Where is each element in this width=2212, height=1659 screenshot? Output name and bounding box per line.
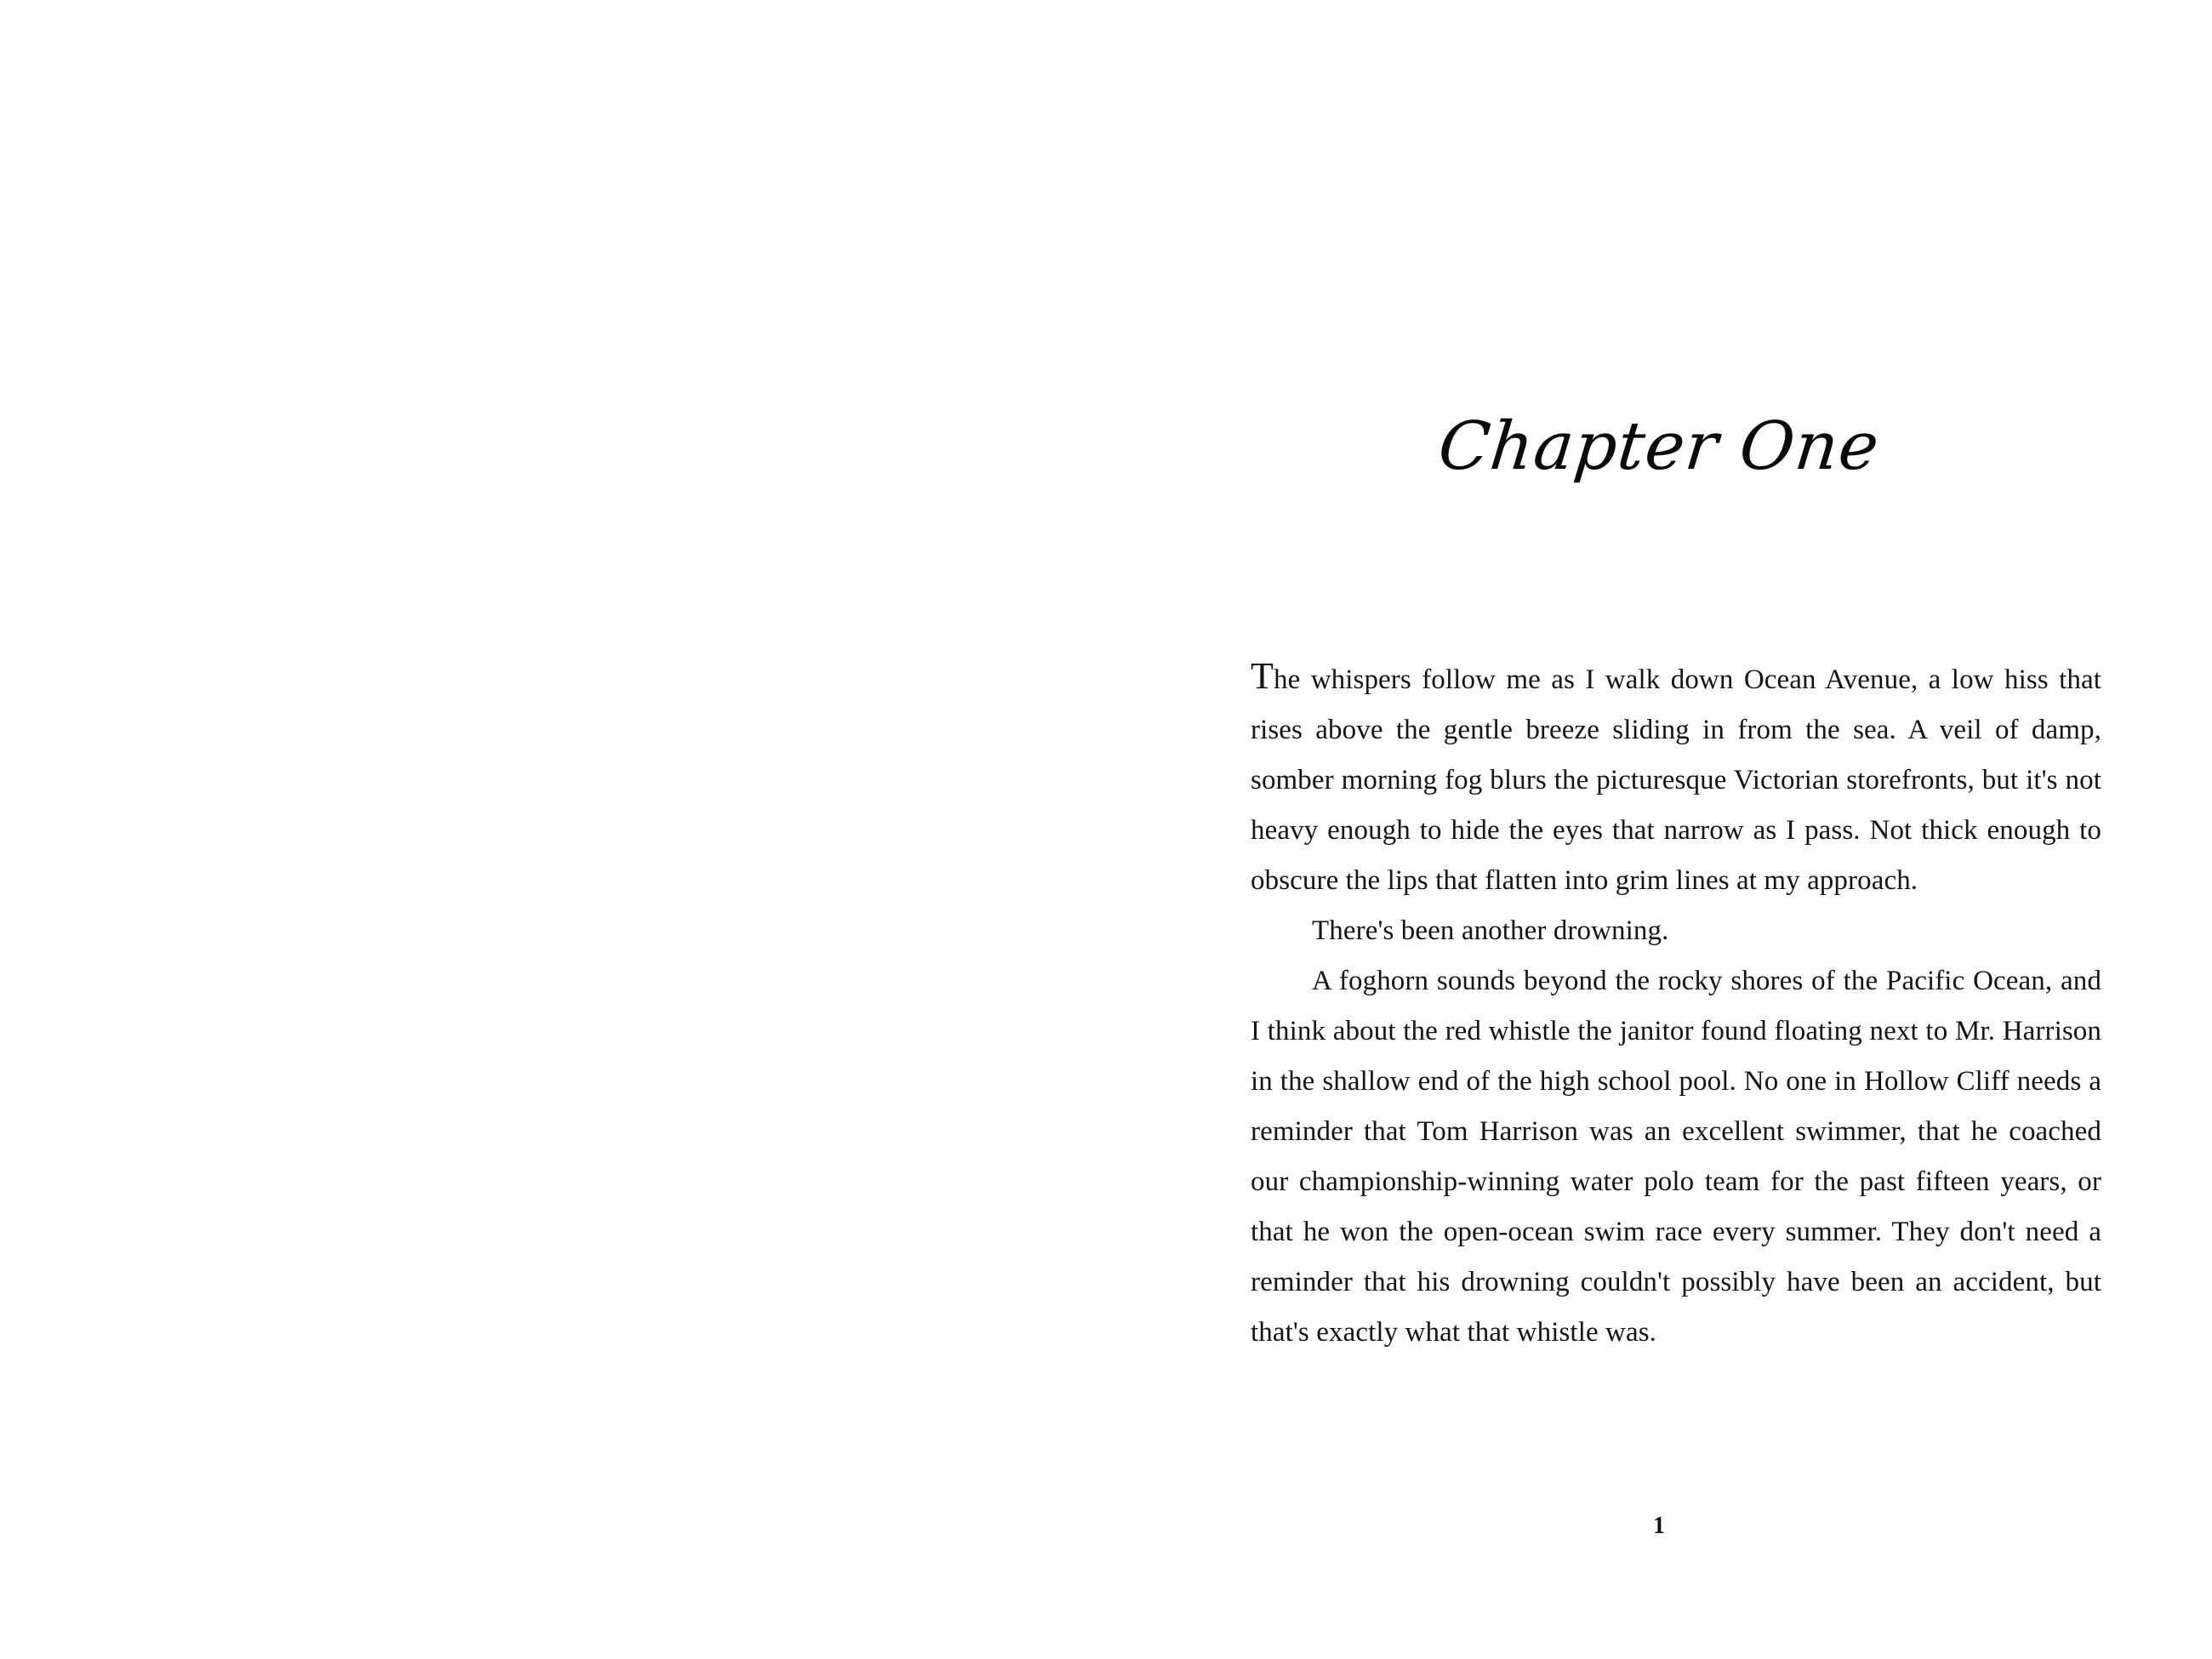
body-text [1251, 655, 2101, 1358]
paragraph: A foghorn sounds beyond the rocky shores of the Pacific Ocean, and I think about the red whistle the janitor found floating next to Mr. Harrison in the shallow end of the high school pool. No one in Hollow Cliff needs a reminder that Tom Harrison was an excellent swimmer, that he coached our championship-winning water polo team for the past fifteen years, or that he won the open-ocean swim race every summer. They don't need a reminder that his drowning couldn't possibly have been an accident, but that's exactly what that whistle was. [1251, 966, 2101, 1348]
drop-cap: T [1251, 655, 1274, 697]
right-page [1106, 0, 2212, 1659]
paragraph: There's been another drowning. [1312, 915, 1669, 946]
page-number: 1 [1653, 1513, 1665, 1539]
chapter-title: Chapter One [1434, 408, 1884, 485]
paragraph: The whispers follow me as I walk down Ocean Avenue, a low hiss that rises above the gentle breeze sliding in from the sea. A veil of damp, somber morning fog blurs the picturesque Victorian storefronts, but it's not heavy enough to hide the eyes that narrow as I pass. Not thick enough to obscure the lips that flatten into grim lines at my approach. [1251, 655, 2101, 896]
